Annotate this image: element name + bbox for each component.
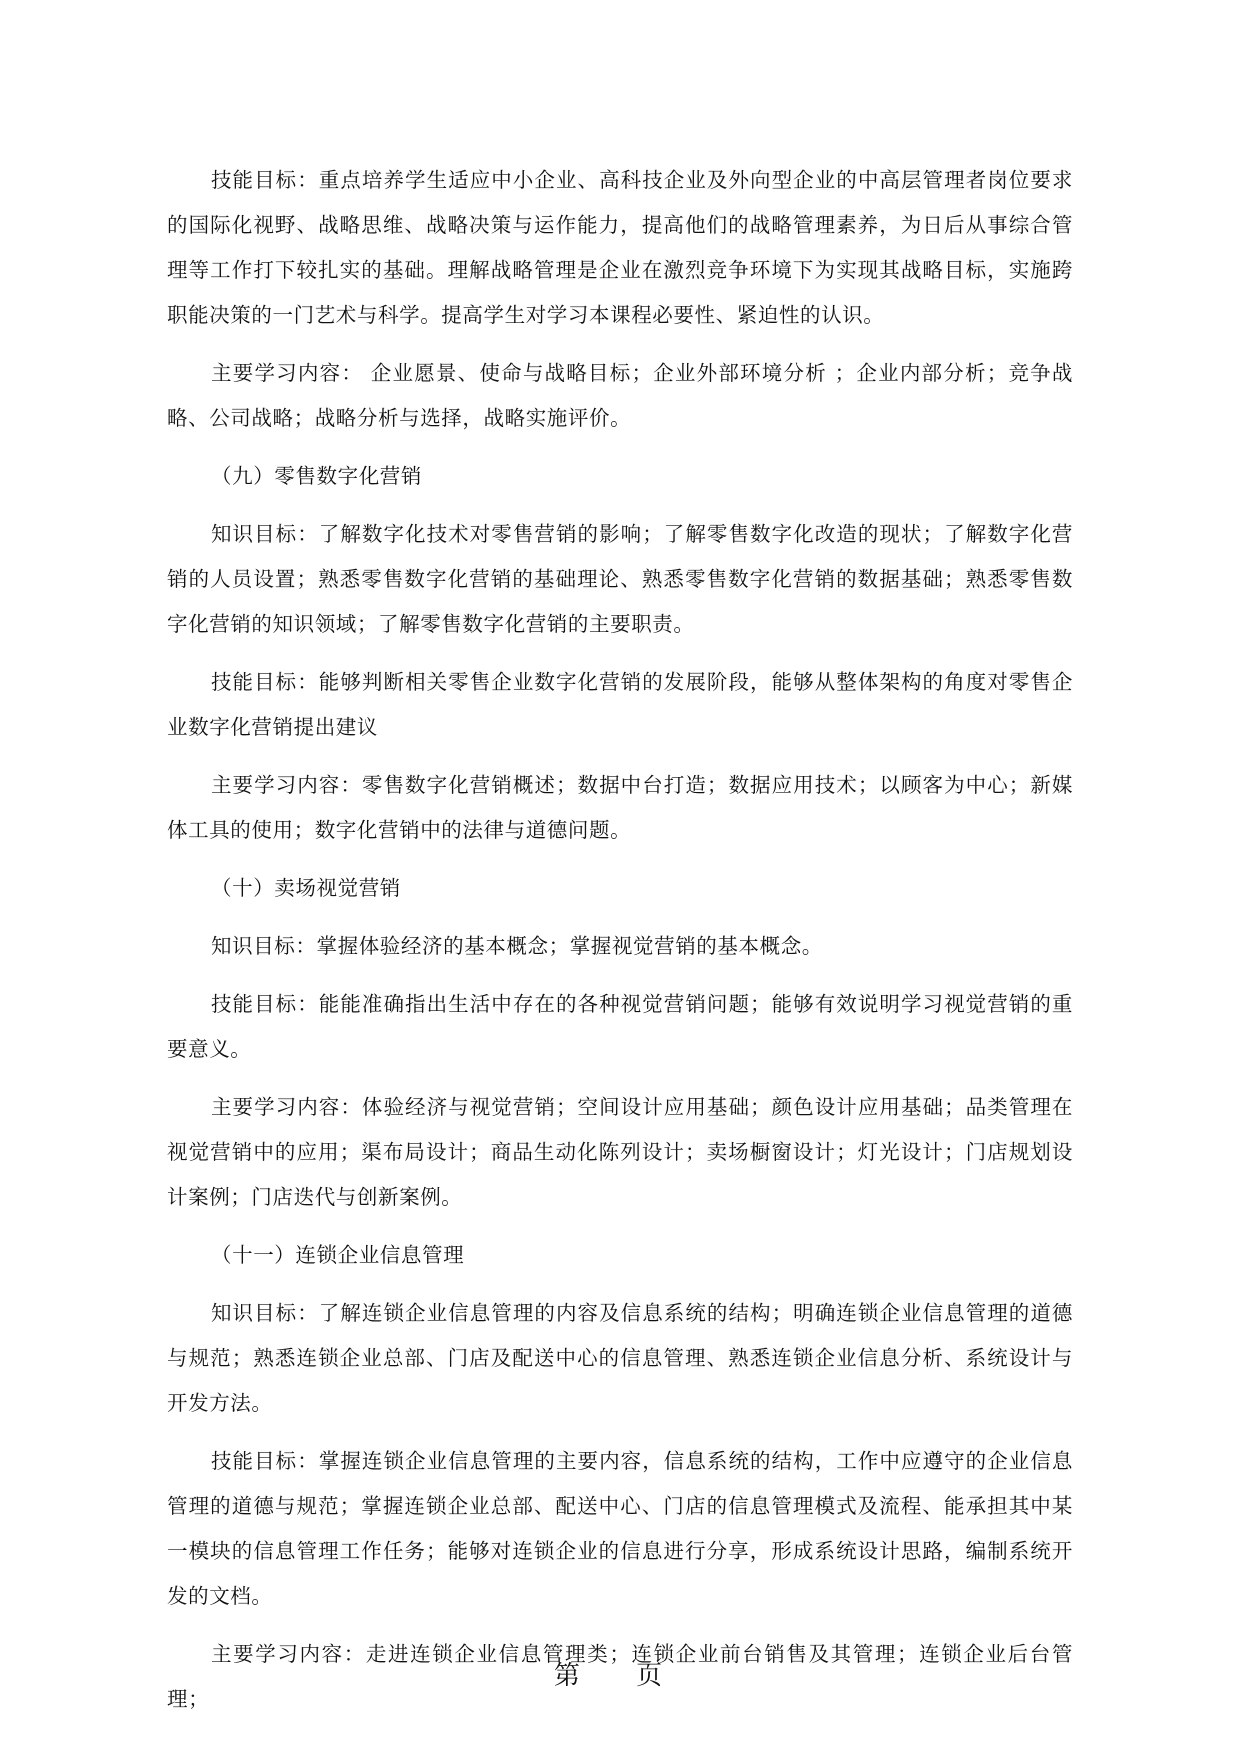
paragraph-skill-goals-strategy: 技能目标：重点培养学生适应中小企业、高科技企业及外向型企业的中高层管理者岗位要求的国际化视野、战略思维、战略决策与运作能力，提高他们的战略管理素养，为日后从事综合管理等工作打下较扎实的基础。理解战略管理是企业在激烈竞争环境下为实现其战略目标，实施跨职能决策的一门艺术与科学。提高学生对学习本课程必要性、紧迫性的认识。 — [167, 168, 1073, 327]
paragraph-skill-goals-digital-marketing: 技能目标：能够判断相关零售企业数字化营销的发展阶段，能够从整体架构的角度对零售企业数字化营销提出建议 — [167, 670, 1073, 739]
document-body — [167, 158, 1073, 1735]
paragraph-knowledge-goals-digital-marketing: 知识目标：了解数字化技术对零售营销的影响；了解零售数字化改造的现状；了解数字化营销的人员设置；熟悉零售数字化营销的基础理论、熟悉零售数字化营销的数据基础；熟悉零售数字化营销的知识领域；了解零售数字化营销的主要职责。 — [167, 522, 1073, 636]
paragraph-knowledge-goals-visual-marketing: 知识目标：掌握体验经济的基本概念；掌握视觉营销的基本概念。 — [211, 934, 823, 958]
paragraph-main-content-strategy: 主要学习内容： 企业愿景、使命与战略目标；企业外部环境分析 ；企业内部分析；竞争战略、公司战略；战略分析与选择，战略实施评价。 — [167, 361, 1073, 430]
paragraph-skill-goals-visual-marketing: 技能目标：能能准确指出生活中存在的各种视觉营销问题；能够有效说明学习视觉营销的重要意义。 — [167, 992, 1073, 1061]
section-heading-chain-info-management: （十一）连锁企业信息管理 — [211, 1243, 465, 1267]
section-heading-visual-marketing: （十）卖场视觉营销 — [211, 876, 401, 900]
paragraph-main-content-visual-marketing: 主要学习内容：体验经济与视觉营销；空间设计应用基础；颜色设计应用基础；品类管理在视觉营销中的应用；渠布局设计；商品生动化陈列设计；卖场橱窗设计；灯光设计；门店规划设计案例；门店迭代与创新案例。 — [167, 1095, 1073, 1209]
paragraph-knowledge-goals-chain-info: 知识目标：了解连锁企业信息管理的内容及信息系统的结构；明确连锁企业信息管理的道德与规范；熟悉连锁企业总部、门店及配送中心的信息管理、熟悉连锁企业信息分析、系统设计与开发方法。 — [167, 1301, 1073, 1415]
paragraph-main-content-chain-info: 主要学习内容：走进连锁企业信息管理类；连锁企业前台销售及其管理；连锁企业后台管理； — [167, 1642, 1073, 1711]
section-heading-retail-digital-marketing: （九）零售数字化营销 — [211, 464, 422, 488]
page-footer: 第 页 — [553, 1661, 687, 1691]
paragraph-main-content-digital-marketing: 主要学习内容：零售数字化营销概述；数据中台打造；数据应用技术；以顾客为中心；新媒体工具的使用；数字化营销中的法律与道德问题。 — [167, 773, 1073, 842]
paragraph-skill-goals-chain-info: 技能目标：掌握连锁企业信息管理的主要内容，信息系统的结构，工作中应遵守的企业信息管理的道德与规范；掌握连锁企业总部、配送中心、门店的信息管理模式及流程、能承担其中某一模块的信息管理工作任务；能够对连锁企业的信息进行分享，形成系统设计思路，编制系统开发的文档。 — [167, 1449, 1073, 1608]
